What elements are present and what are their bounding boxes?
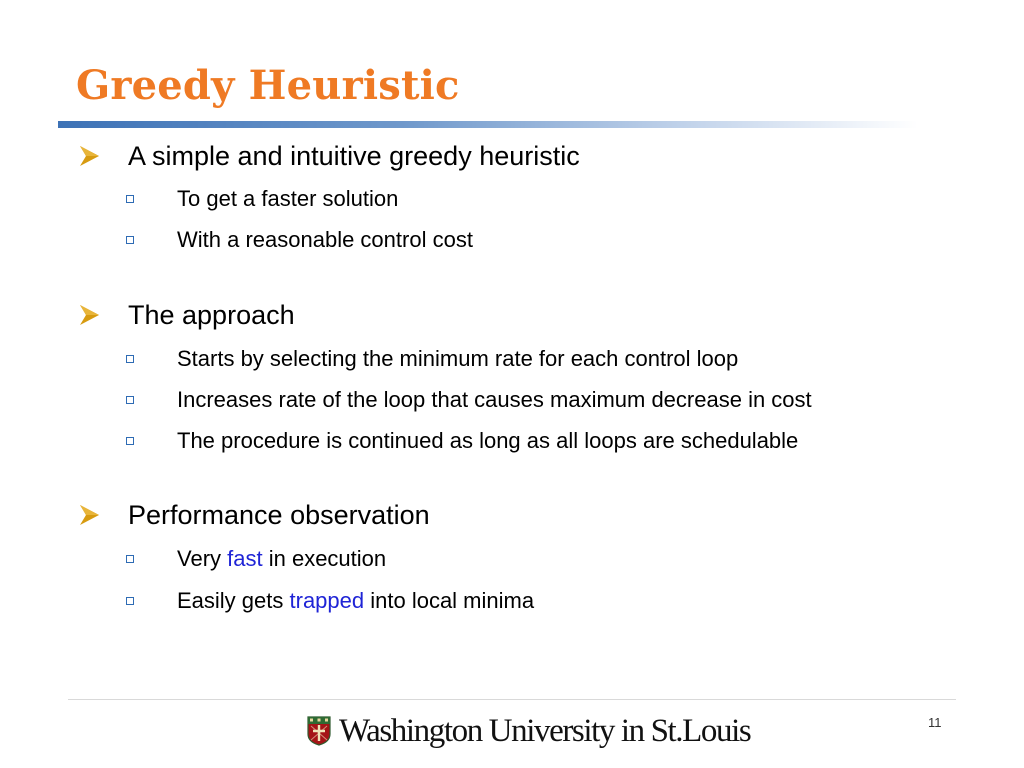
hollow-square-bullet-icon <box>126 396 134 404</box>
hollow-square-bullet-icon <box>126 236 134 244</box>
sub-bullet-text: Increases rate of the loop that causes maximum decrease in cost <box>177 387 812 412</box>
bullet-text: Performance observation <box>128 500 430 530</box>
hollow-square-bullet-icon <box>126 555 134 563</box>
arrowhead-bullet-icon <box>78 145 100 167</box>
title-underline <box>58 121 918 128</box>
sub-bullet-text: Starts by selecting the minimum rate for each control loop <box>177 346 739 371</box>
university-logo <box>307 713 751 753</box>
hollow-square-bullet-icon <box>126 437 134 445</box>
logo-wordmark: Washington University in St.Louis <box>339 713 751 749</box>
footer-divider <box>68 699 956 700</box>
text-before: Easily gets <box>177 588 290 613</box>
sub-bullet-text <box>177 587 534 615</box>
arrowhead-bullet-icon <box>78 504 100 526</box>
university-seal-icon <box>307 716 331 746</box>
hollow-square-bullet-icon <box>126 195 134 203</box>
bullet-text: A simple and intuitive greedy heuristic <box>128 141 580 171</box>
text-after: into local minima <box>364 588 535 613</box>
arrowhead-bullet-icon <box>78 304 100 326</box>
sub-bullet-text: The procedure is continued as long as all loops are schedulable <box>177 428 799 453</box>
text-before: Very <box>177 546 228 571</box>
sub-bullet-text: With a reasonable control cost <box>177 227 473 252</box>
highlighted-word: trapped <box>289 588 365 613</box>
hollow-square-bullet-icon <box>126 597 134 605</box>
bullet-text: The approach <box>128 300 295 330</box>
sub-bullet-text <box>177 545 386 573</box>
text-after: in execution <box>262 546 387 571</box>
highlighted-word: fast <box>227 546 263 571</box>
hollow-square-bullet-icon <box>126 355 134 363</box>
slide-title: Greedy Heuristic <box>76 62 460 109</box>
sub-bullet-text: To get a faster solution <box>177 186 399 211</box>
page-number: 11 <box>928 715 942 730</box>
